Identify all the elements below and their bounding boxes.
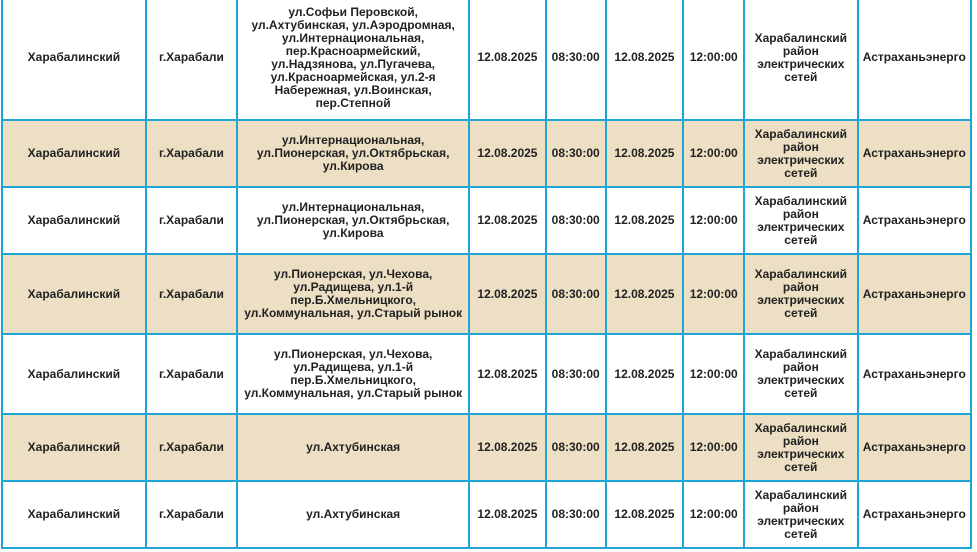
streets-cell: ул.Интернациональная, ул.Пионерская, ул.Октябрьская, ул.Кирова — [237, 120, 469, 187]
end-date-cell: 12.08.2025 — [606, 414, 684, 481]
city-cell: г.Харабали — [146, 481, 237, 548]
company-cell: Астраханьэнерго — [858, 414, 971, 481]
end-date-cell: 12.08.2025 — [606, 187, 684, 254]
company-cell: Астраханьэнерго — [858, 0, 971, 120]
end-date-cell: 12.08.2025 — [606, 254, 684, 334]
district-cell: Харабалинский — [2, 187, 146, 254]
table-row — [2, 481, 971, 548]
end-time-cell: 12:00:00 — [683, 254, 744, 334]
start-time-cell: 08:30:00 — [546, 414, 606, 481]
company-cell: Астраханьэнерго — [858, 120, 971, 187]
district-cell: Харабалинский — [2, 120, 146, 187]
end-time-cell: 12:00:00 — [683, 187, 744, 254]
company-cell: Астраханьэнерго — [858, 254, 971, 334]
start-date-cell: 12.08.2025 — [469, 481, 546, 548]
start-time-cell: 08:30:00 — [546, 120, 606, 187]
district-cell: Харабалинский — [2, 414, 146, 481]
streets-cell: ул.Ахтубинская — [237, 414, 469, 481]
company-cell: Астраханьэнерго — [858, 481, 971, 548]
start-time-cell: 08:30:00 — [546, 334, 606, 414]
end-time-cell: 12:00:00 — [683, 0, 744, 120]
district-cell: Харабалинский — [2, 254, 146, 334]
streets-cell: ул.Пионерская, ул.Чехова, ул.Радищева, ул.1-й пер.Б.Хмельницкого, ул.Коммунальная, ул.Старый рынок — [237, 334, 469, 414]
city-cell: г.Харабали — [146, 334, 237, 414]
end-date-cell: 12.08.2025 — [606, 334, 684, 414]
start-date-cell: 12.08.2025 — [469, 187, 546, 254]
table-row — [2, 0, 971, 120]
start-time-cell: 08:30:00 — [546, 254, 606, 334]
company-cell: Астраханьэнерго — [858, 334, 971, 414]
city-cell: г.Харабали — [146, 120, 237, 187]
network-cell: Харабалинский район электрических сетей — [744, 187, 857, 254]
network-cell: Харабалинский район электрических сетей — [744, 254, 857, 334]
network-cell: Харабалинский район электрических сетей — [744, 334, 857, 414]
end-time-cell: 12:00:00 — [683, 414, 744, 481]
end-time-cell: 12:00:00 — [683, 120, 744, 187]
start-time-cell: 08:30:00 — [546, 0, 606, 120]
company-cell: Астраханьэнерго — [858, 187, 971, 254]
city-cell: г.Харабали — [146, 0, 237, 120]
streets-cell: ул.Софьи Перовской, ул.Ахтубинская, ул.Аэродромная, ул.Интернациональная, пер.Красноармейский, ул.Надзянова, ул.Пугачева, ул.Красноармейская, ул.2-я Набережная, ул.Воинская, пер.Степной — [237, 0, 469, 120]
streets-cell: ул.Пионерская, ул.Чехова, ул.Радищева, ул.1-й пер.Б.Хмельницкого, ул.Коммунальная, ул.Старый рынок — [237, 254, 469, 334]
end-time-cell: 12:00:00 — [683, 481, 744, 548]
start-date-cell: 12.08.2025 — [469, 334, 546, 414]
table-row — [2, 414, 971, 481]
table-row — [2, 334, 971, 414]
district-cell: Харабалинский — [2, 0, 146, 120]
network-cell: Харабалинский район электрических сетей — [744, 414, 857, 481]
start-time-cell: 08:30:00 — [546, 481, 606, 548]
start-time-cell: 08:30:00 — [546, 187, 606, 254]
streets-cell: ул.Интернациональная, ул.Пионерская, ул.Октябрьская, ул.Кирова — [237, 187, 469, 254]
network-cell: Харабалинский район электрических сетей — [744, 481, 857, 548]
start-date-cell: 12.08.2025 — [469, 414, 546, 481]
start-date-cell: 12.08.2025 — [469, 0, 546, 120]
table-row — [2, 120, 971, 187]
network-cell: Харабалинский район электрических сетей — [744, 120, 857, 187]
city-cell: г.Харабали — [146, 187, 237, 254]
table-row — [2, 254, 971, 334]
end-date-cell: 12.08.2025 — [606, 120, 684, 187]
table-row — [2, 187, 971, 254]
district-cell: Харабалинский — [2, 334, 146, 414]
start-date-cell: 12.08.2025 — [469, 120, 546, 187]
city-cell: г.Харабали — [146, 414, 237, 481]
network-cell: Харабалинский район электрических сетей — [744, 0, 857, 120]
city-cell: г.Харабали — [146, 254, 237, 334]
district-cell: Харабалинский — [2, 481, 146, 548]
start-date-cell: 12.08.2025 — [469, 254, 546, 334]
outage-schedule-table — [1, 0, 972, 549]
streets-cell: ул.Ахтубинская — [237, 481, 469, 548]
end-time-cell: 12:00:00 — [683, 334, 744, 414]
end-date-cell: 12.08.2025 — [606, 0, 684, 120]
end-date-cell: 12.08.2025 — [606, 481, 684, 548]
